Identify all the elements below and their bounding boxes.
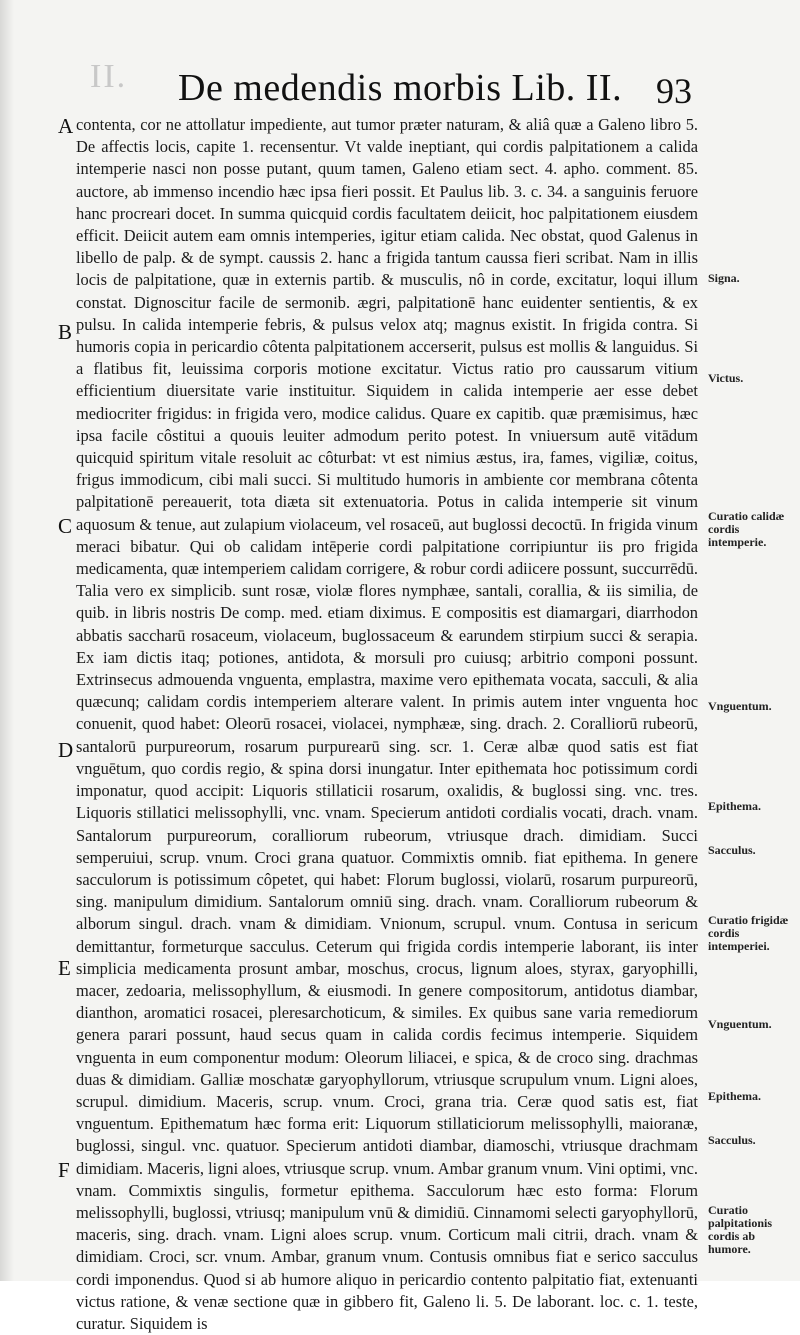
- section-letter-c: C: [58, 514, 73, 538]
- section-letter-b: B: [58, 320, 73, 344]
- body-paragraph: contenta, cor ne attollatur impediente, aut tumor præter naturam, & aliâ quæ a Galeno libro 5. De affectis locis, capite 1. recensentur. Vt valde ineptiant, qui cordis palpitationem a calida intemperie nasci non posse putant, quum tamen, Galeno etiam sect. 4. apho. comment. 85. auctore, ab immenso incendio hæc ipsa fieri possit. Et Paulus lib. 3. c. 34. a sanguinis feruore hanc procreari docet. In summa quicquid cordis facultatem deiicit, hoc palpitationem eiusdem efficit. Deiicit autem eam omnis intemperies, igitur etiam calida. Nec obstat, quod Galenus in libello de palp. & de sympt. caussis 2. hanc a frigida tantum caussa fieri scribat. Nam in illis locis de palpitatione, quæ in externis partib. & musculis, nô in corde, excitatur, loqui illum constat. Dignoscitur facile de sermonib. ægri, palpitationē hanc euidenter sentientis, & ex pulsu. In calida intemperie febris, & pulsus velox atq; magnus existit. In frigida contra. Si humoris copia in pericardio côtenta palpitationem accerserit, pulsus est mollis & languidus. Si a flatibus fit, leuissima corporis motione excitatur. Victus ratio pro caussarum vitium efficientium diuersitate varie instituitur. Siquidem in calida intemperie aer esse debet mediocriter frigidus: in frigida vero, modice calidus. Quare ex capitib. quæ præmisimus, hæc ipsa facile côstitui a quouis leuiter admodum perito potest. In vniuersum autē vitādum quicquid spiritum vitale resoluit ac côturbat: vt est nimius æstus, ira, fames, vigiliæ, coitus, frigus immodicum, cibi mali succi. Si multitudo humoris in ambiente cor membrana côtenta palpitationē pereauerit, tota diæta sit extenuatoria. Potus in calida intemperie sit vinum aquosum & tenue, aut zulapium violaceum, vel rosaceū, aut buglossi decoctū. In frigida vinum meraci bibatur. Qui ob calidam intēperie cordi palpitatione corripiuntur iis pro frigida medicamenta, quæ intemperiem calidam corrigere, & robur cordi adiicere possunt, succurrēdū. Talia vero ex simplicib. sunt rosæ, violæ flores nymphæe, santali, corallia, & iis similia, de quib. in libris nostris De comp. med. etiam diximus. E compositis est diamargari, diarrhodon abbatis saccharū rosaceum, violaceum, buglossaceum & earundem stirpium succi & serapia. Ex iam dictis itaq; potiones, antidota, & morsuli pro cuiusq; arbitrio componi possunt. Extrinsecus admouenda vnguenta, emplastra, maxime vero epithemata vocata, sacculi, & alia quæcunq; calidam cordis intemperiem alterare valent. In primis autem inter vnguenta hoc conuenit, quod habet: Oleorū rosacei, violacei, nymphææ, sing. drach. 2. Coralliorū rubeorū, santalorū purpureorum, rosarum purpurearū sing. scr. 1. Ceræ albæ quod satis est fiat vnguētum, quo cordis regio, & spina dorsi inungatur. Inter epithemata hoc potissimum cordi imponatur, quod accipit: Liquoris stillaticii rosarum, oxalidis, & buglossi sing. vnc. tres. Liquoris stillatici melissophylli, vnc. vnam. Specierum antidoti cordialis vocati, drach. vnam. Santalorum purpureorum, coralliorum rubeorum, vtriusque drach. dimidiam. Succi semperuiui, scrup. vnum. Croci grana quatuor. Commixtis omnib. fiat epithema. In genere sacculorum is potissimum côpetet, qui habet: Florum buglossi, violarū, rosarum purpureorū, sing. manipulum dimidium. Santalorum omniū sing. drach. vnam. Coralliorum rubeorum & alborum singul. drach. vnam & dimidiam. Vnionum, scrupul. vnum. Contusa in sericum demittantur, formeturque sacculus. Ceterum qui frigida cordis intemperie laborant, iis inter simplicia medicamenta prosunt ambar, moschus, crocus, lignum aloes, styrax, garyophilli, macer, zedoaria, melissophyllum, & eiusmodi. In genere compositorum, antidotus diambar, dianthon, aromatici rosacei, pleresarchoticum, & similes. Ex quibus sane varia remediorum genera parari possunt, haud secus quam in calida cordis fecimus intemperie. Siquidem vnguenta in eum componentur modum: Oleorum liliacei, e spica, & de croco sing. drachmas duas & dimidiam. Galliæ moschatæ garyophyllorum, vtriusque scrupulum vnum. Ligni aloes, scrupul. dimidium. Maceris, scrup. vnum. Croci, grana tria. Ceræ quod satis est, fiat vnguentum. Epithematum hæc forma erit: Liquorum stillaticiorum melissophylli, maioranæ, buglossi, singul. vnc. quatuor. Specierum antidoti diambar, diamoschi, vtriusque drachmam dimidiam. Maceris, ligni aloes, vtriusque scrup. vnum. Ambar granum vnum. Vini optimi, vnc. vnam. Commixtis singulis, formetur epithema. Sacculorum hæc esto forma: Florum melissophylli, buglossi, vtriusq; manipulum vnū & dimidiū. Cinnamomi selecti garyophyllorū, maceris, sing. drach. vnam. Ligni aloes scrup. vnum. Corticum mali citrii, drach. vnam & dimidiam. Croci, scr. vnum. Ambar, granum vnum. Contusis omnibus fiat e serico sacculus cordi imponendus. Quod si ab humore aliquo in pericardio contento palpitatio fiat, extenuanti victus ratione, & venæ sectione quæ in gibbero fit, Galeno li. 5. De laborant. loc. c. 1. teste, curatur. Siquidem is: [76, 115, 698, 1333]
- margin-note-curatio-palpitationis: Curatio palpitationis cordis ab humore.: [708, 1203, 773, 1256]
- bleed-through-text: II.: [90, 58, 128, 95]
- section-letter-a: A: [58, 114, 74, 138]
- page-number: 93: [656, 71, 692, 111]
- margin-note-curatio-frigidae: Curatio frigidæ cordis intemperiei.: [708, 913, 789, 953]
- section-letter-f: F: [58, 1158, 70, 1182]
- section-letter-d: D: [58, 738, 74, 762]
- margin-note-signa: Signa.: [708, 271, 740, 285]
- margin-note-epithema-2: Epithema.: [708, 1089, 762, 1103]
- margin-note-victus: Victus.: [708, 371, 744, 385]
- margin-note-epithema: Epithema.: [708, 799, 762, 813]
- margin-note-sacculus: Sacculus.: [708, 843, 756, 857]
- gutter-shadow: [0, 0, 14, 1281]
- running-title: De medendis morbis Lib. II.: [178, 67, 623, 109]
- margin-note-vnguentum: Vnguentum.: [708, 699, 772, 713]
- margin-note-sacculus-2: Sacculus.: [708, 1133, 756, 1147]
- margin-note-curatio-calidae: Curatio calidæ cordis intemperie.: [708, 509, 785, 549]
- main-text-column: [76, 114, 698, 1335]
- section-letter-e: E: [58, 956, 71, 980]
- margin-note-vnguentum-2: Vnguentum.: [708, 1017, 772, 1031]
